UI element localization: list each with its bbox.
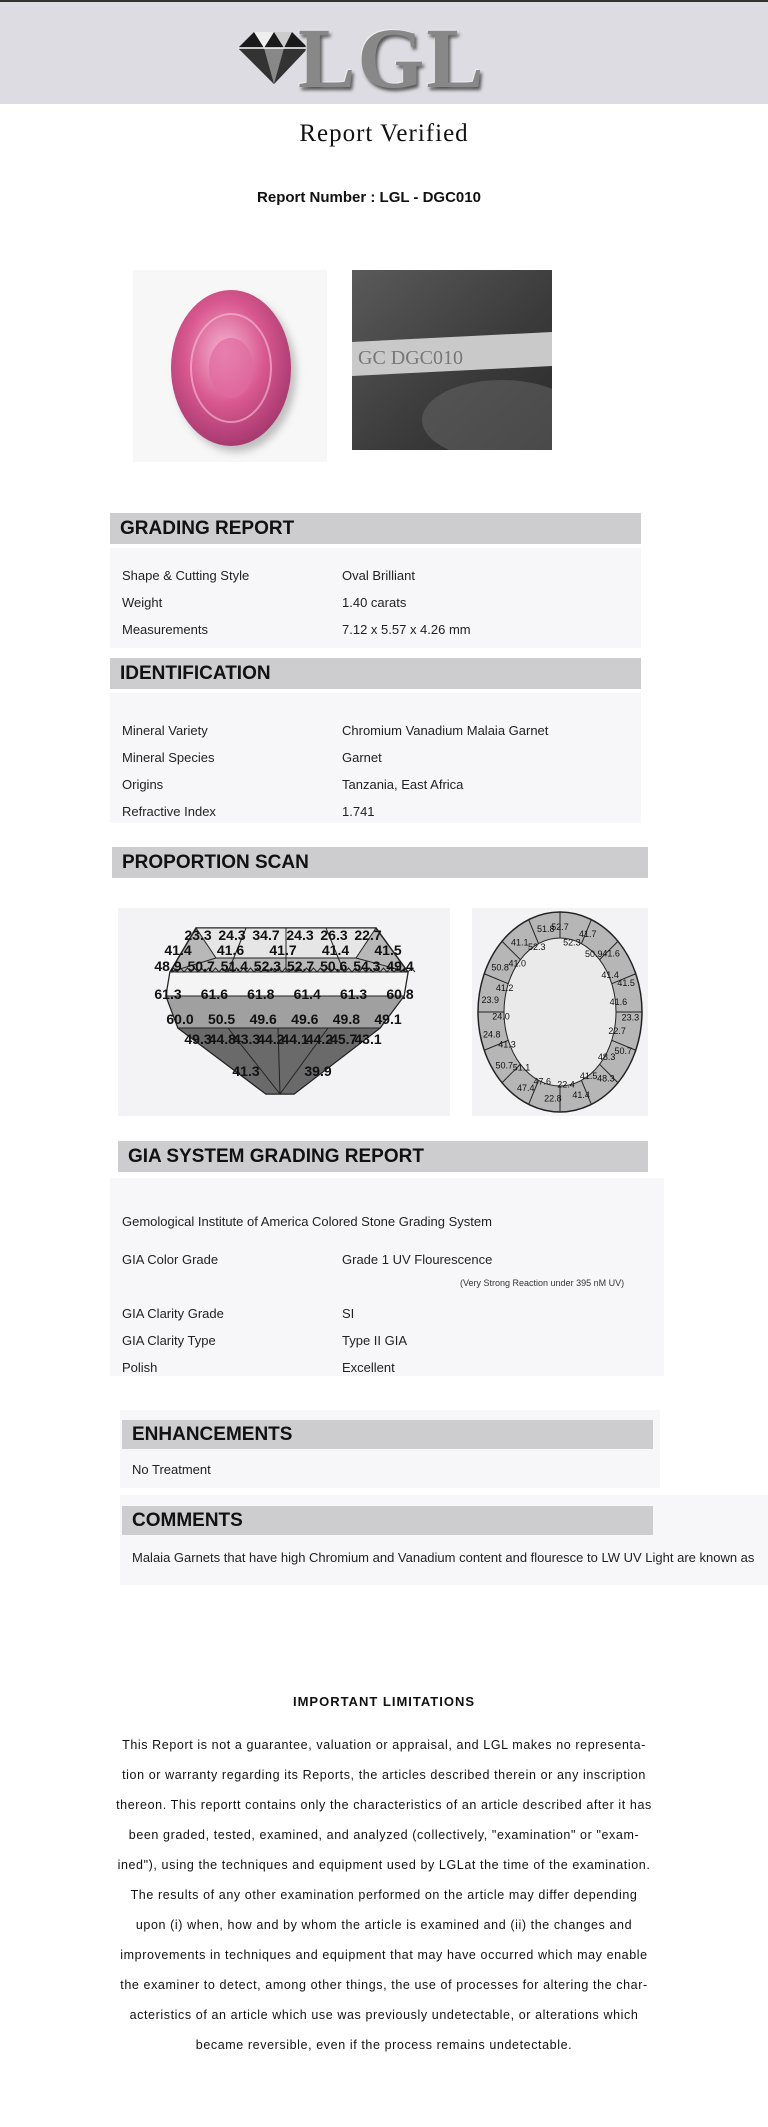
grading-report-heading: GRADING REPORT [120,518,295,539]
limitations-line: thereon. This reportt contains only the characteristics of an article described after it has [116,1798,652,1812]
proportion-side-label: 44.8 [208,1031,236,1047]
limitations-line: ined"), using the techniques and equipment used by LGLat the time of the examination. [117,1858,651,1872]
row-label-gia-clarity-type: GIA Clarity Type [122,1333,216,1348]
proportion-side-label: 41.4 [321,942,350,958]
proportion-top-label: 41.2 [495,982,514,993]
proportion-side-label: 22.7 [354,927,382,943]
limitations-line: improvements in techniques and equipment that may have occurred which may enable [120,1948,648,1962]
enhancements-header [122,1420,653,1449]
proportion-top-label: 41.5 [617,978,635,989]
grading-report-header [110,513,641,544]
proportion-side-label: 61.3 [154,986,182,1002]
row-value-mineral-variety: Chromium Vanadium Malaia Garnet [342,723,549,738]
row-label-weight: Weight [122,595,163,610]
gia-report-header [118,1141,648,1172]
proportion-side-label: 23.3 [184,927,212,943]
gia-intro: Gemological Institute of America Colored Stone Grading System [122,1214,492,1229]
proportion-side-label: 49.6 [249,1011,277,1027]
proportion-side-label: 50.5 [207,1011,236,1027]
limitations-line: The results of any other examination performed on the article may differ depending [130,1888,638,1902]
limitations-line: upon (i) when, how and by whom the article is examined and (ii) the changes and [135,1918,633,1932]
proportion-top-label: 51.8 [537,923,555,934]
row-value-gia-color: Grade 1 UV Flourescence [342,1252,493,1267]
row-label-origins: Origins [122,777,164,792]
proportion-side-label: 45.7 [330,1031,358,1047]
proportion-top-label: 47.6 [533,1076,552,1087]
proportion-top-label: 50.9 [584,948,603,959]
proportion-side-label: 34.7 [252,927,280,943]
proportion-side-label: 49.8 [332,1011,361,1027]
row-value-mineral-species: Garnet [342,750,382,765]
proportion-top-label: 50.8 [491,962,509,973]
proportion-top-label: 41.4 [572,1090,590,1101]
proportion-side-label: 41.5 [374,942,402,958]
proportion-side-label: 61.6 [200,986,229,1002]
proportion-side-label: 41.6 [216,942,245,958]
proportion-top-label: 41.0 [508,958,526,969]
proportion-side-label: 49.3 [184,1031,212,1047]
limitations-line: This Report is not a guarantee, valuation or appraisal, and LGL makes no representa- [122,1738,646,1752]
proportion-top-label: 41.1 [510,937,529,948]
proportion-side-label: 61.3 [339,986,368,1002]
row-value-gia-clarity-type: Type II GIA [342,1333,408,1348]
proportion-top-label: 41.6 [602,948,620,959]
proportion-side-label: 41.7 [269,942,297,958]
proportion-scan-header [112,847,648,878]
proportion-side-label: 52.7 [286,958,315,974]
proportion-side-label: 43.3 [232,1031,261,1047]
proportion-side-label: 24.3 [218,927,246,943]
proportion-top-label: 22.8 [544,1093,562,1104]
row-label-mineral-variety: Mineral Variety [122,723,208,738]
proportion-side-label: 49.1 [374,1011,402,1027]
proportion-top-label: 22.4 [557,1079,575,1090]
top-view-diagram [472,908,648,1116]
proportion-side-label: 52.3 [253,958,282,974]
comments-header [122,1506,653,1535]
proportion-top-label: 47.4 [517,1083,535,1094]
row-label-mineral-species: Mineral Species [122,750,215,765]
proportion-side-label: 44.1 [281,1031,309,1047]
proportion-top-label: 41.7 [579,928,597,939]
proportion-top-label: 52.7 [551,922,569,932]
limitations-line: tion or warranty regarding its Reports, the articles described therein or any inscription [122,1768,646,1782]
proportion-side-label: 41.3 [232,1063,260,1079]
limitations-line: became reversible, even if the process remains undetectable. [195,2038,573,2052]
logo-text: LGL [298,10,486,106]
proportion-side-label: 48.9 [154,958,182,974]
row-value-refractive-index: 1.741 [342,804,375,819]
proportion-top-label: 51.1 [512,1062,531,1073]
proportion-side-label: 49.6 [291,1011,319,1027]
proportion-top-view [472,908,648,1116]
proportion-side-label: 44.2 [257,1031,285,1047]
row-label-gia-color: GIA Color Grade [122,1252,219,1267]
proportion-side-label: 51.4 [220,958,248,974]
proportion-top-label: 50.7 [495,1060,514,1071]
proportion-top-label: 22.7 [608,1026,626,1037]
proportion-top-label: 52.3 [563,937,581,948]
row-value-origins: Tanzania, East Africa [342,777,464,792]
side-profile-diagram [118,908,450,1116]
proportion-top-label: 41.6 [609,997,628,1008]
gia-color-note: (Very Strong Reaction under 395 nM UV) [460,1278,625,1288]
proportion-side-label: 24.3 [286,927,314,943]
proportion-side-label: 44.2 [305,1031,334,1047]
proportion-side-label: 41.4 [164,942,192,958]
proportion-side-label: 43.1 [354,1031,382,1047]
proportion-side-label: 50.6 [320,958,348,974]
comments-heading: COMMENTS [132,1510,243,1531]
gem-photo [133,270,327,462]
limitations-line: been graded, tested, examined, and analyzed (collectively, "examination" or "exam- [128,1828,640,1842]
proportion-top-label: 41.5 [579,1070,598,1081]
row-value-measurements: 7.12 x 5.57 x 4.26 mm [342,622,471,637]
lgl-logo[interactable] [232,10,492,106]
limitations-line: the examiner to detect, among other things, the use of processes for altering the char- [120,1978,648,1992]
proportion-side-label: 26.3 [320,927,348,943]
proportion-scan-heading: PROPORTION SCAN [122,852,309,873]
proportion-top-label: 24.8 [482,1029,501,1040]
proportion-side-label: 61.8 [247,986,275,1002]
proportion-top-label: 41.4 [601,969,619,980]
row-label-gia-clarity-grade: GIA Clarity Grade [122,1306,224,1321]
report-number: Report Number : LGL - DGC010 [257,189,481,206]
page-title: Report Verified [299,120,469,147]
enhancements-text: No Treatment [132,1462,211,1477]
row-label-measurements: Measurements [122,622,208,637]
row-value-gia-clarity-grade: SI [342,1306,355,1321]
proportion-top-label: 24.0 [492,1011,510,1022]
proportion-top-label: 41.3 [498,1039,516,1050]
limitations-heading: IMPORTANT LIMITATIONS [292,1694,476,1709]
proportion-side-label: 60.0 [166,1011,194,1027]
proportion-top-label: 50.7 [614,1045,633,1056]
limitations-body [115,1730,653,2060]
comments-text: Malaia Garnets that have high Chromium and Vanadium content and flouresce to LW UV Light are known as [132,1550,755,1565]
proportion-top-label: 23.3 [621,1012,640,1023]
gia-report-heading: GIA SYSTEM GRADING REPORT [128,1146,424,1167]
inscription-photo [352,270,552,450]
row-label-refractive-index: Refractive Index [122,804,216,819]
limitations-line: acteristics of an article which use was previously undetectable, or alterations which [129,2008,639,2022]
row-value-weight: 1.40 carats [342,595,407,610]
enhancements-heading: ENHANCEMENTS [132,1424,293,1445]
inscription-text: GC DGC010 [358,347,464,369]
identification-heading: IDENTIFICATION [120,663,271,684]
proportion-side-label: 54.3 [353,958,381,974]
identification-header [110,658,641,689]
proportion-side-label: 39.9 [304,1063,332,1079]
proportion-top-label: 52.3 [527,941,546,952]
row-label-shape: Shape & Cutting Style [122,568,250,583]
proportion-top-label: 23.9 [481,994,500,1005]
proportion-side-label: 50.7 [187,958,215,974]
proportion-side-label: 60.8 [386,986,414,1002]
proportion-top-label: 48.3 [597,1052,616,1063]
row-value-shape: Oval Brilliant [342,568,415,583]
proportion-side-view [118,908,450,1116]
proportion-top-label: 48.3 [597,1073,615,1084]
row-label-polish: Polish [122,1360,158,1375]
proportion-side-label: 61.4 [293,986,321,1002]
row-value-polish: Excellent [342,1360,395,1375]
proportion-side-label: 49.4 [386,958,414,974]
